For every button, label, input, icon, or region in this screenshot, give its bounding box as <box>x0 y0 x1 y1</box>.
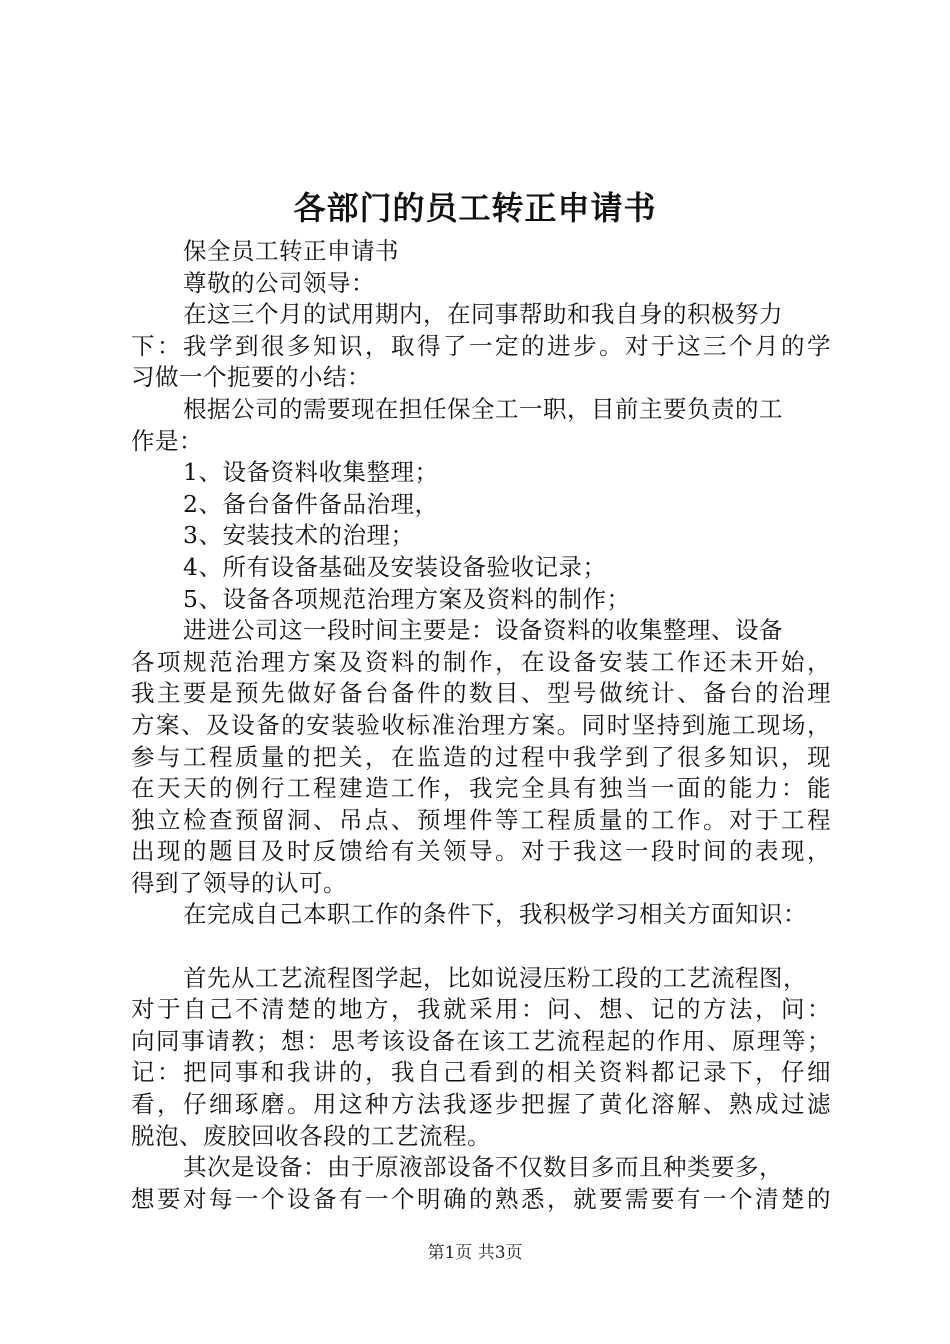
paragraph-line: 向同事请教；想：思考该设备在该工艺流程起的作用、原理等； <box>131 1026 831 1055</box>
list-item: 1、设备资料收集整理； <box>183 458 439 487</box>
list-item: 2、备台备件备品治理， <box>183 489 439 518</box>
paragraph-line: 看，仔细琢磨。用这种方法我逐步把握了黄化溶解、熟成过滤 <box>131 1090 831 1119</box>
paragraph-line: 下：我学到很多知识，取得了一定的进步。对于这三个月的学 <box>131 331 831 360</box>
list-item: 5、设备各项规范治理方案及资料的制作； <box>183 584 631 613</box>
paragraph-line: 首先从工艺流程图学起，比如说浸压粉工段的工艺流程图， <box>183 963 807 992</box>
paragraph-line: 方案、及设备的安装验收标准治理方案。同时坚持到施工现场， <box>131 710 831 739</box>
salutation-line: 尊敬的公司领导： <box>183 268 375 297</box>
paragraph-line: 习做一个扼要的小结： <box>131 363 371 392</box>
paragraph-line: 想要对每一个设备有一个明确的熟悉，就要需要有一个清楚的 <box>131 1184 831 1213</box>
paragraph-line: 在完成自己本职工作的条件下，我积极学习相关方面知识： <box>183 900 807 929</box>
list-item: 4、所有设备基础及安装设备验收记录； <box>183 552 607 581</box>
paragraph-line: 记：把同事和我讲的，我自己看到的相关资料都记录下，仔细 <box>131 1058 831 1087</box>
paragraph-line: 在这三个月的试用期内，在同事帮助和我自身的积极努力 <box>183 300 783 329</box>
paragraph-line: 对于自己不清楚的地方，我就采用：问、想、记的方法，问： <box>131 995 831 1024</box>
paragraph-line: 其次是设备：由于原液部设备不仅数目多而且种类要多， <box>183 1153 783 1182</box>
subtitle-line: 保全员工转正申请书 <box>183 237 399 265</box>
document-title: 各部门的员工转正申请书 <box>293 189 657 227</box>
paragraph-line: 在天天的例行工程建造工作，我完全具有独当一面的能力：能 <box>131 774 831 803</box>
paragraph-line: 各项规范治理方案及资料的制作，在设备安装工作还未开始， <box>131 647 831 676</box>
paragraph-line: 独立检查预留洞、吊点、预埋件等工程质量的工作。对于工程 <box>131 805 831 834</box>
list-item: 3、安装技术的治理； <box>183 521 415 550</box>
paragraph-line: 脱泡、废胶回收各段的工艺流程。 <box>131 1121 491 1150</box>
blank-line <box>131 931 831 963</box>
paragraph-line: 得到了领导的认可。 <box>131 868 347 897</box>
paragraph-line: 作是： <box>131 426 203 455</box>
paragraph-line: 根据公司的需要现在担任保全工一职，目前主要负责的工 <box>183 394 783 423</box>
paragraph-line: 我主要是预先做好备台备件的数目、型号做统计、备台的治理 <box>131 679 831 708</box>
page-footer: 第1页 共3页 <box>427 1243 523 1263</box>
paragraph-line: 进进公司这一段时间主要是：设备资料的收集整理、设备 <box>183 616 783 645</box>
paragraph-line: 出现的题目及时反馈给有关领导。对于我这一段时间的表现， <box>131 837 831 866</box>
document-body <box>131 236 831 1215</box>
paragraph-line: 参与工程质量的把关，在监造的过程中我学到了很多知识，现 <box>131 742 831 771</box>
